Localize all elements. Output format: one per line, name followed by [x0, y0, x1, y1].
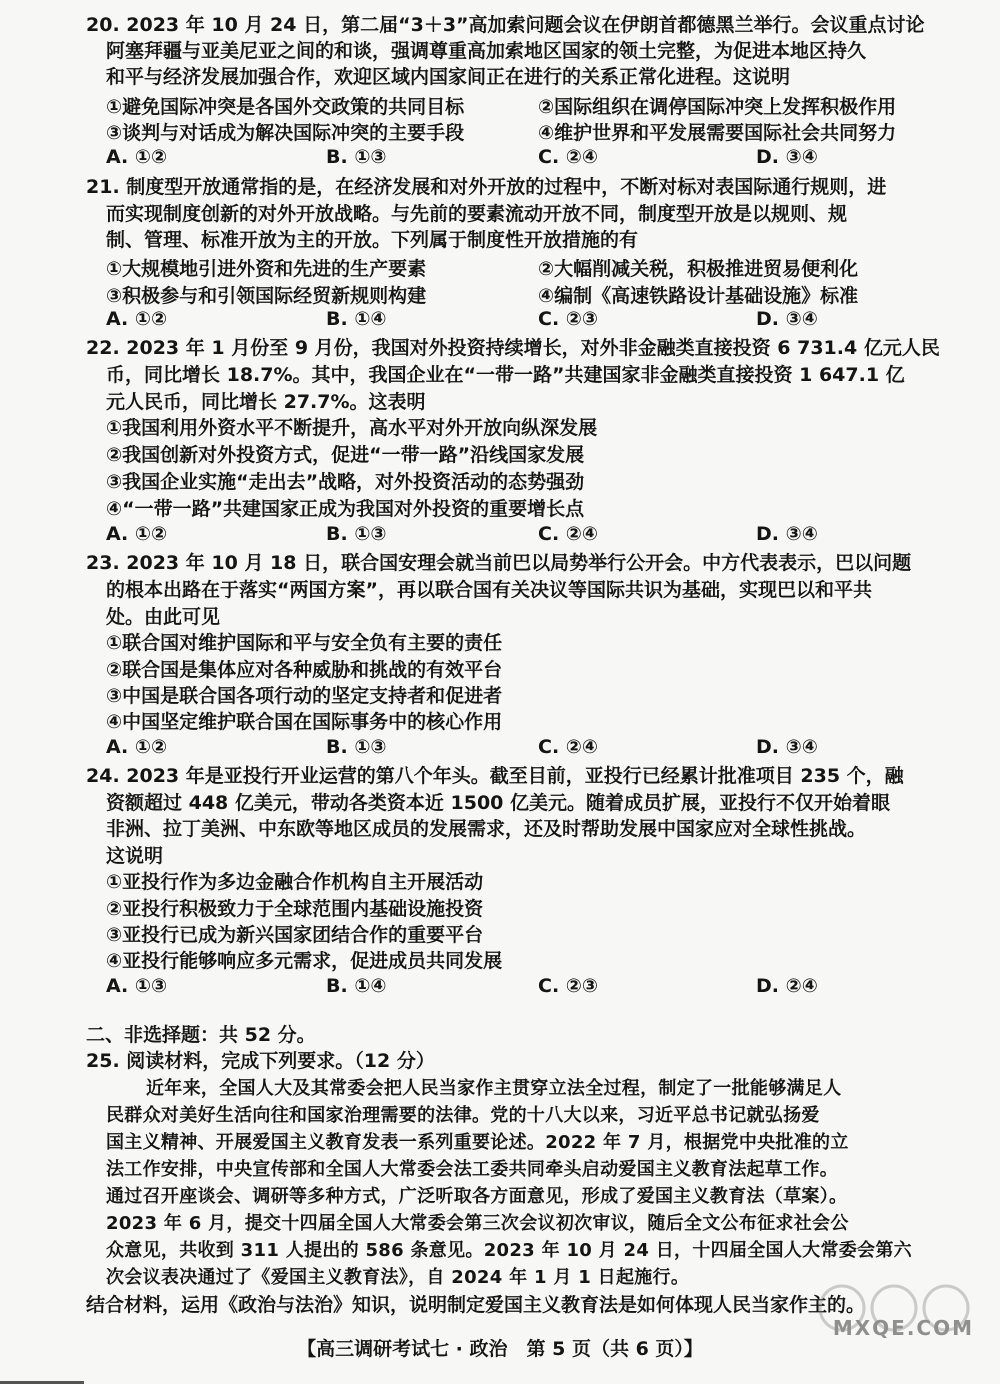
q23-stem-line-1: 23. 2023 年 10 月 18 日，联合国安理会就当前巴以局势举行公开会。中方代表表示，巴以问题: [86, 552, 912, 574]
q25-para-line-6: 2023 年 6 月，提交十四届全国人大常委会第三次会议初次审议，随后全文公布征求社会公: [106, 1213, 849, 1234]
watermark-text: MXQE.COM: [832, 1316, 974, 1340]
q25-para-line-2: 民群众对美好生活向往和国家治理需要的法律。党的十八大以来，习近平总书记就弘扬爱: [106, 1105, 820, 1126]
page-footer: 【高三调研考试七 · 政治 第 5 页（共 6 页）】: [297, 1338, 703, 1360]
q25-title: 25. 阅读材料，完成下列要求。（12 分）: [86, 1050, 435, 1072]
q25-para-line-7: 众意见，共收到 311 人提出的 586 条意见。2023 年 10 月 24 日，十四届全国人大常委会第六: [106, 1240, 912, 1261]
q20-option-a: A. ①②: [106, 146, 168, 168]
q20-stem-line-1: 20. 2023 年 10 月 24 日，第二届“3＋3”高加索问题会议在伊朗首都德黑兰举行。会议重点讨论: [86, 14, 925, 36]
q24-statement-2: ②亚投行积极致力于全球范围内基础设施投资: [106, 898, 484, 920]
q20-option-b: B. ①③: [326, 146, 387, 168]
q22-statement-4: ④“一带一路”共建国家正成为我国对外投资的重要增长点: [106, 498, 585, 520]
q20-option-d: D. ③④: [756, 146, 818, 168]
q20-options: [106, 146, 946, 172]
q24-option-d: D. ②④: [756, 975, 818, 997]
q23-stem-line-2: 的根本出路在于落实“两国方案”，再以联合国有关决议等国际共识为基础，实现巴以和平共: [106, 579, 872, 601]
q23-statement-2: ②联合国是集体应对各种威胁和挑战的有效平台: [106, 659, 503, 681]
q22-statement-2: ②我国创新对外投资方式，促进“一带一路”沿线国家发展: [106, 444, 585, 466]
q25-question: 结合材料，运用《政治与法治》知识，说明制定爱国主义教育法是如何体现人民当家作主的。: [86, 1294, 866, 1316]
q25-para-line-4: 法工作安排，中央宣传部和全国人大常委会法工委共同牵头启动爱国主义教育法起草工作。: [106, 1159, 838, 1180]
q24-stem-line-2: 资额超过 448 亿美元，带动各类资本近 1500 亿美元。随着成员扩展，亚投行不仅开始着眼: [106, 792, 891, 814]
q20-option-c: C. ②④: [538, 146, 598, 168]
q21-stem-line-3: 制、管理、标准开放为主的开放。下列属于制度性开放措施的有: [106, 229, 639, 251]
q23-stem-line-3: 处。由此可见: [106, 606, 221, 628]
q21-statement-1: ①大规模地引进外资和先进的生产要素: [106, 258, 427, 280]
q24-statement-4: ④亚投行能够响应多元需求，促进成员共同发展: [106, 950, 503, 972]
q20-statements-row-2: [106, 118, 946, 144]
q22-option-a: A. ①②: [106, 523, 168, 545]
q23-options: [106, 736, 946, 762]
q24-stem-line-1: 24. 2023 年是亚投行开业运营的第八个年头。截至目前，亚投行已经累计批准项目 235 个，融: [86, 765, 904, 787]
q20-statement-2: ②国际组织在调停国际冲突上发挥积极作用: [538, 96, 897, 118]
q21-option-c: C. ②③: [538, 308, 598, 330]
q24-stem-line-3: 非洲、拉丁美洲、中东欧等地区成员的发展需求，还及时帮助发展中国家应对全球性挑战。: [106, 818, 867, 840]
q24-statement-3: ③亚投行已成为新兴国家团结合作的重要平台: [106, 924, 484, 946]
q21-stem-line-1: 21. 制度型开放通常指的是，在经济发展和对外开放的过程中，不断对标对表国际通行规则，进: [86, 176, 887, 198]
q22-stem-line-1: 22. 2023 年 1 月份至 9 月份，我国对外投资持续增长，对外非金融类直接投资 6 731.4 亿元人民: [86, 337, 940, 359]
q21-statements-row-2: [106, 281, 946, 307]
q21-option-a: A. ①②: [106, 308, 168, 330]
q22-option-c: C. ②④: [538, 523, 598, 545]
q20-stem-line-2: 阿塞拜疆与亚美尼亚之间的和谈，强调尊重高加索地区国家的领土完整，为促进本地区持久: [106, 40, 867, 62]
q21-options: [106, 308, 946, 334]
q25-para-line-8: 次会议表决通过了《爱国主义教育法》，自 2024 年 1 月 1 日起施行。: [106, 1267, 690, 1288]
q24-statement-1: ①亚投行作为多边金融合作机构自主开展活动: [106, 871, 484, 893]
q23-option-c: C. ②④: [538, 736, 598, 758]
q21-statements-row-1: [106, 254, 946, 280]
q24-option-c: C. ②③: [538, 975, 598, 997]
q21-statement-2: ②大幅削减关税，积极推进贸易便利化: [538, 258, 859, 280]
q25-para-line-3: 国主义精神、开展爱国主义教育发表一系列重要论述。2022 年 7 月，根据党中央批准的立: [106, 1132, 849, 1153]
q20-statement-1: ①避免国际冲突是各国外交政策的共同目标: [106, 96, 465, 118]
q21-statement-4: ④编制《高速铁路设计基础设施》标准: [538, 285, 859, 307]
q22-options: [106, 523, 946, 549]
q22-option-b: B. ①③: [326, 523, 387, 545]
q24-option-b: B. ①④: [326, 975, 387, 997]
q23-statement-1: ①联合国对维护国际和平与安全负有主要的责任: [106, 632, 503, 654]
q21-option-b: B. ①④: [326, 308, 387, 330]
q20-stem-line-3: 和平与经济发展加强合作，欢迎区域内国家间正在进行的关系正常化进程。这说明: [106, 66, 791, 88]
q21-stem-line-2: 而实现制度创新的对外开放战略。与先前的要素流动开放不同，制度型开放是以规则、规: [106, 203, 848, 225]
q22-option-d: D. ③④: [756, 523, 818, 545]
q23-statement-3: ③中国是联合国各项行动的坚定支持者和促进者: [106, 685, 503, 707]
q24-options: [106, 975, 946, 1001]
section-heading: 二、非选择题：共 52 分。: [86, 1024, 316, 1046]
q23-option-b: B. ①③: [326, 736, 387, 758]
q20-statement-3: ③谈判与对话成为解决国际冲突的主要手段: [106, 122, 465, 144]
q23-option-d: D. ③④: [756, 736, 818, 758]
q21-statement-3: ③积极参与和引领国际经贸新规则构建: [106, 285, 427, 307]
q20-statement-4: ④维护世界和平发展需要国际社会共同努力: [538, 122, 897, 144]
q24-stem-line-4: 这说明: [106, 845, 164, 867]
q24-option-a: A. ①③: [106, 975, 168, 997]
q22-stem-line-3: 元人民币，同比增长 27.7%。这表明: [106, 391, 426, 413]
q25-para-line-5: 通过召开座谈会、调研等多种方式，广泛听取各方面意见，形成了爱国主义教育法（草案）。: [106, 1186, 848, 1207]
q23-statement-4: ④中国坚定维护联合国在国际事务中的核心作用: [106, 711, 503, 733]
q23-option-a: A. ①②: [106, 736, 168, 758]
q25-para-line-1: 近年来，全国人大及其常委会把人民当家作主贯穿立法全过程，制定了一批能够满足人: [146, 1078, 842, 1099]
q20-statements-row-1: [106, 92, 946, 118]
q22-statement-1: ①我国利用外资水平不断提升，高水平对外开放向纵深发展: [106, 417, 598, 439]
q22-statement-3: ③我国企业实施“走出去”战略，对外投资活动的态势强劲: [106, 471, 585, 493]
q21-option-d: D. ③④: [756, 308, 818, 330]
q22-stem-line-2: 币，同比增长 18.7%。其中，我国企业在“一带一路”共建国家非金融类直接投资 1 647.1 亿: [106, 364, 905, 386]
